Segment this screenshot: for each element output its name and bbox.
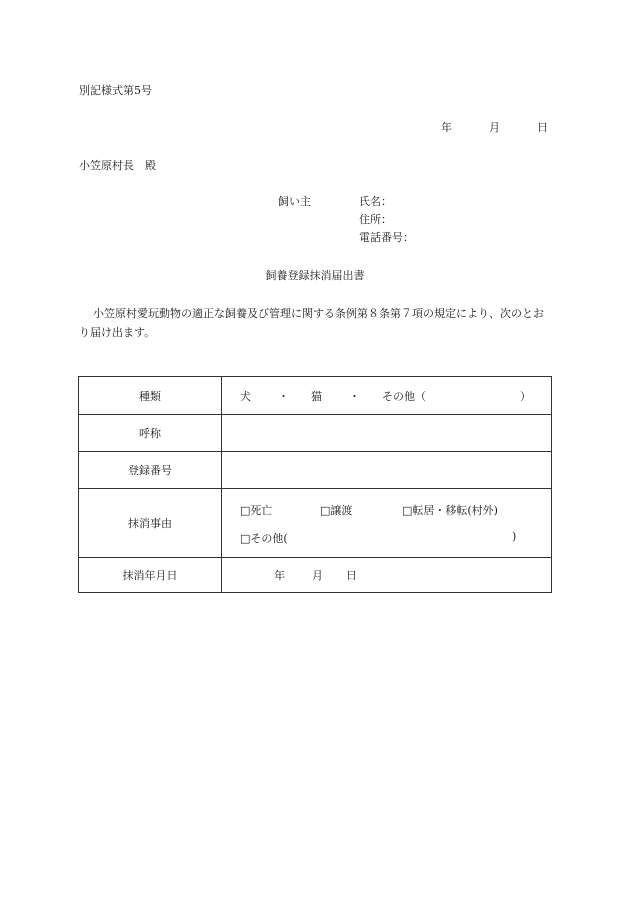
- reason-cell: [222, 489, 552, 558]
- table-row-species: [79, 377, 552, 415]
- species-dog[interactable]: 犬: [240, 389, 251, 403]
- owner-label: 飼い主: [278, 195, 311, 208]
- form-number: 別記様式第5号: [79, 84, 152, 97]
- date-month-label: 月: [489, 121, 500, 134]
- table-row-date: [79, 558, 552, 593]
- registration-number-field[interactable]: [222, 452, 552, 489]
- species-separator-2: ・: [349, 389, 360, 403]
- cancel-date-year: 年: [274, 569, 285, 582]
- pet-name-field[interactable]: [222, 415, 552, 452]
- reason-death-checkbox[interactable]: □死亡: [240, 504, 273, 517]
- reason-other-close: ): [512, 530, 517, 543]
- table-row-reason: [79, 489, 552, 558]
- owner-fields: [359, 193, 414, 247]
- registration-number-label: 登録番号: [79, 452, 222, 489]
- species-separator-1: ・: [278, 389, 289, 403]
- reason-moving-checkbox[interactable]: □転居・移転(村外): [402, 504, 498, 517]
- species-other-close: ）: [520, 389, 531, 403]
- registration-table: [78, 376, 552, 593]
- cancellation-date-field[interactable]: [222, 558, 552, 593]
- reason-other-checkbox[interactable]: □その他(: [240, 532, 288, 545]
- addressee: 小笠原村長 殿: [79, 159, 156, 172]
- table-row-reg-no: [79, 452, 552, 489]
- owner-address-label: 住所：: [359, 213, 392, 226]
- species-label: 種類: [79, 377, 222, 415]
- species-other[interactable]: その他（: [382, 389, 426, 403]
- reason-label: 抹消事由: [79, 489, 222, 558]
- cancellation-date-label: 抹消年月日: [79, 558, 222, 593]
- cancel-date-month: 月: [312, 569, 323, 582]
- date-year-label: 年: [441, 121, 452, 134]
- document-title: 飼養登録抹消届出書: [265, 269, 365, 282]
- owner-name-label: 氏名：: [359, 195, 392, 208]
- table-row-name: [79, 415, 552, 452]
- body-text: 小笠原村愛玩動物の適正な飼養及び管理に関する条例第８条第７項の規定により、次のとおり届け出ます。: [79, 307, 544, 339]
- species-cell[interactable]: [222, 377, 552, 415]
- reason-transfer-checkbox[interactable]: □譲渡: [320, 504, 353, 517]
- owner-phone-label: 電話番号：: [359, 231, 414, 244]
- cancel-date-day: 日: [346, 569, 357, 582]
- date-day-label: 日: [537, 121, 548, 134]
- species-cat[interactable]: 猫: [311, 389, 322, 403]
- pet-name-label: 呼称: [79, 415, 222, 452]
